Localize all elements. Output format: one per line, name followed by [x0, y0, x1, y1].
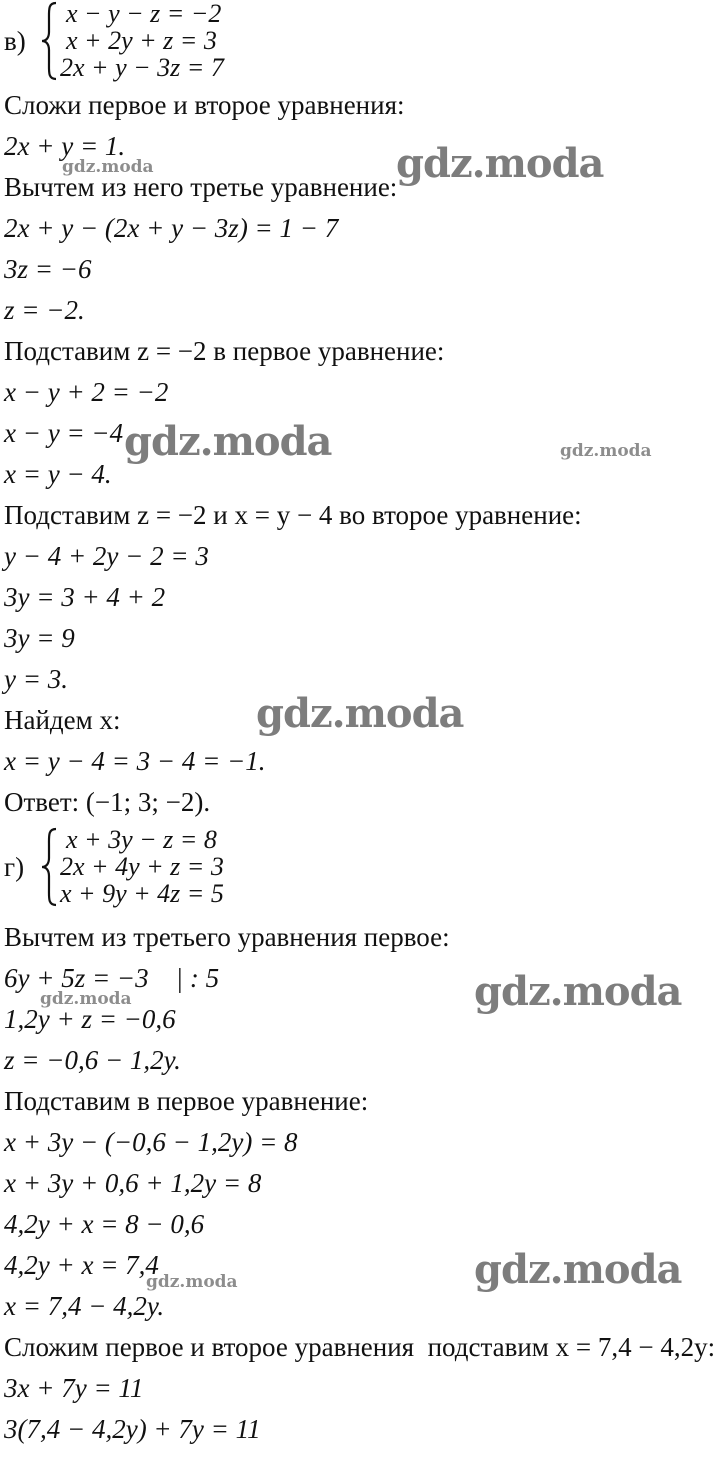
- step-v-15: y = 3.: [4, 664, 68, 694]
- system-v-eq-3: 2x + y − 3z = 7: [60, 53, 224, 82]
- watermark-text: gdz.moda: [256, 690, 464, 737]
- step-g-6: x + 3y − (−0,6 − 1,2y) = 8: [4, 1127, 298, 1157]
- step-g-7: x + 3y + 0,6 + 1,2y = 8: [4, 1168, 262, 1198]
- system-v-eq-1: x − y − z = −2: [66, 0, 222, 28]
- part-label-v: в): [4, 26, 26, 56]
- step-v-1: Сложи первое и второе уравнения:: [4, 90, 405, 120]
- step-v-5: 3z = −6: [4, 254, 92, 284]
- step-v-12: y − 4 + 2y − 2 = 3: [4, 541, 209, 571]
- watermark-text: gdz.moda: [474, 1246, 682, 1293]
- step-v-16: Найдем x:: [4, 705, 121, 735]
- step-g-3: 1,2y + z = −0,6: [4, 1004, 176, 1034]
- step-v-8: x − y + 2 = −2: [4, 377, 169, 407]
- step-g-10: x = 7,4 − 4,2y.: [4, 1291, 165, 1321]
- step-v-4: 2x + y − (2x + y − 3z) = 1 − 7: [4, 213, 339, 243]
- brace-icon: [38, 0, 60, 82]
- system-v-eq-2: x + 2y + z = 3: [66, 26, 217, 55]
- step-g-5: Подставим в первое уравнение:: [4, 1086, 369, 1116]
- system-g-eq-3: x + 9y + 4z = 5: [60, 879, 224, 908]
- part-label-g: г): [4, 852, 25, 882]
- step-v-11: Подставим z = −2 и x = y − 4 во второе уравнение:: [4, 500, 582, 530]
- step-g-12: 3x + 7y = 11: [4, 1373, 144, 1403]
- step-v-6: z = −2.: [4, 295, 85, 325]
- system-g-eq-1: x + 3y − z = 8: [66, 825, 217, 854]
- step-v-2: 2x + y = 1.: [4, 131, 126, 161]
- step-v-14: 3y = 9: [4, 623, 75, 653]
- step-g-8: 4,2y + x = 8 − 0,6: [4, 1209, 205, 1239]
- answer-v: Ответ: (−1; 3; −2).: [4, 787, 211, 817]
- system-g-eq-2: 2x + 4y + z = 3: [60, 852, 224, 881]
- step-v-9: x − y = −4: [4, 418, 124, 448]
- step-g-1: Вычтем из третьего уравнения первое:: [4, 922, 450, 952]
- step-v-17: x = y − 4 = 3 − 4 = −1.: [4, 746, 266, 776]
- step-g-4: z = −0,6 − 1,2y.: [4, 1045, 181, 1075]
- watermark-text: gdz.moda: [560, 441, 652, 461]
- step-v-10: x = y − 4.: [4, 459, 112, 489]
- step-g-11: Сложим первое и второе уравнения подставим x = 7,4 − 4,2y:: [4, 1332, 716, 1362]
- step-g-13: 3(7,4 − 4,2y) + 7y = 11: [4, 1414, 261, 1444]
- watermark-text: gdz.moda: [474, 968, 682, 1015]
- watermark-text: gdz.moda: [62, 157, 154, 177]
- watermark-text: gdz.moda: [396, 140, 604, 187]
- watermark-text: gdz.moda: [40, 989, 132, 1009]
- step-g-9: 4,2y + x = 7,4: [4, 1250, 159, 1280]
- step-g-2: 6y + 5z = −3 | : 5: [4, 963, 220, 993]
- brace-icon: [38, 826, 60, 908]
- watermark-text: gdz.moda: [124, 418, 332, 465]
- step-v-13: 3y = 3 + 4 + 2: [4, 582, 166, 612]
- step-v-7: Подставим z = −2 в первое уравнение:: [4, 336, 445, 366]
- step-v-3: Вычтем из него третье уравнение:: [4, 172, 398, 202]
- watermark-text: gdz.moda: [146, 1272, 238, 1292]
